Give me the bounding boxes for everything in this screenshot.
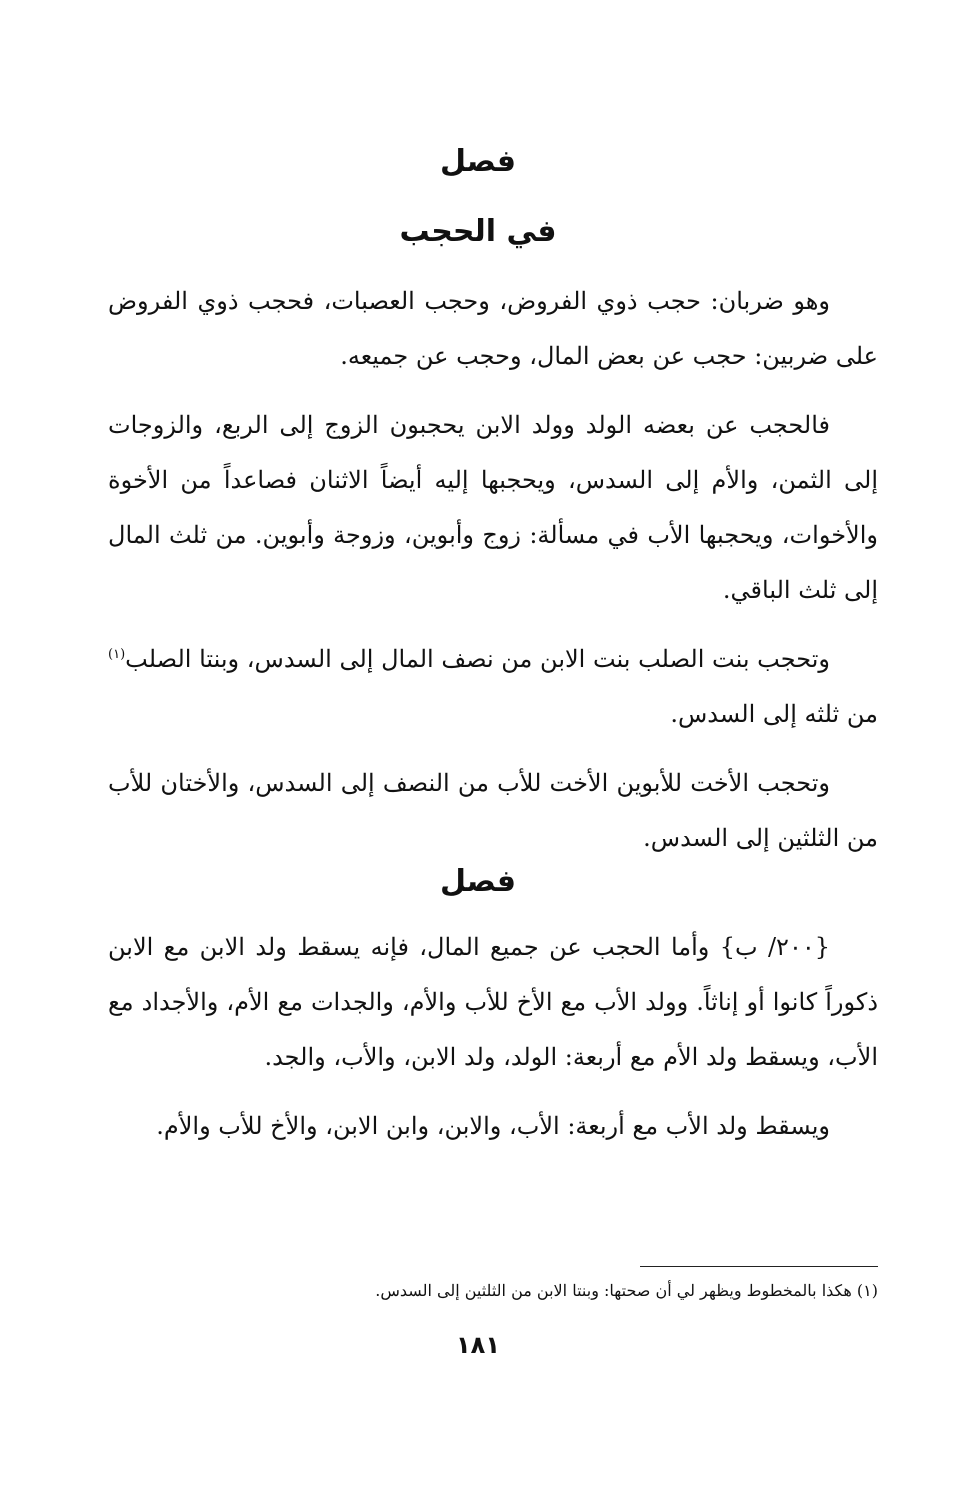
text-block-1	[108, 274, 878, 866]
chapter-heading: فصل	[440, 144, 516, 179]
paragraph-with-footnote-ref	[108, 632, 878, 742]
paragraph: {٢٠٠/ ب} وأما الحجب عن جميع المال، فإنه يسقط ولد الابن مع الابن ذكوراً كانوا أو إناثاً. وولد الأب مع الأخ للأب والأم، والجدات مع الأم، والأجداد مع الأب، ويسقط ولد الأم مع أربعة: الولد، ولد الابن، والأب، والجد.	[108, 933, 879, 1071]
section-heading: فصل	[440, 864, 516, 899]
footnote: (١) هكذا بالمخطوط ويظهر لي أن صحتها: وبنتا الابن من الثلثين إلى السدس.	[375, 1281, 878, 1300]
paragraph: وهو ضربان: حجب ذوي الفروض، وحجب العصبات، فحجب ذوي الفروض على ضربين: حجب عن بعض المال، وحجب عن جميعه.	[108, 287, 878, 370]
text-block-2	[108, 920, 878, 1154]
footnote-separator	[640, 1266, 878, 1267]
paragraph: وتحجب الأخت للأبوين الأخت للأب من النصف إلى السدس، والأختان للأب من الثلثين إلى السدس.	[108, 769, 878, 852]
paragraph-text: وتحجب بنت الصلب بنت الابن من نصف المال إلى السدس، وبنتا الصلب	[125, 645, 830, 673]
section-title: في الحجب	[399, 214, 557, 249]
footnote-reference: (١)	[108, 647, 126, 662]
page-number: ١٨١	[456, 1331, 500, 1359]
paragraph: فالحجب عن بعضه الولد وولد الابن يحجبون الزوج إلى الربع، والزوجات إلى الثمن، والأم إلى السدس، ويحجبها إليه أيضاً الاثنان فصاعداً من الأخوة والأخوات، ويحجبها الأب في مسألة: زوج وأبوين، وزوجة وأبوين. من ثلث المال إلى ثلث الباقي.	[108, 411, 878, 604]
paragraph: ويسقط ولد الأب مع أربعة: الأب، والابن، وابن الابن، والأخ للأب والأم.	[156, 1112, 830, 1140]
paragraph-text: من ثلثه إلى السدس.	[670, 700, 878, 728]
